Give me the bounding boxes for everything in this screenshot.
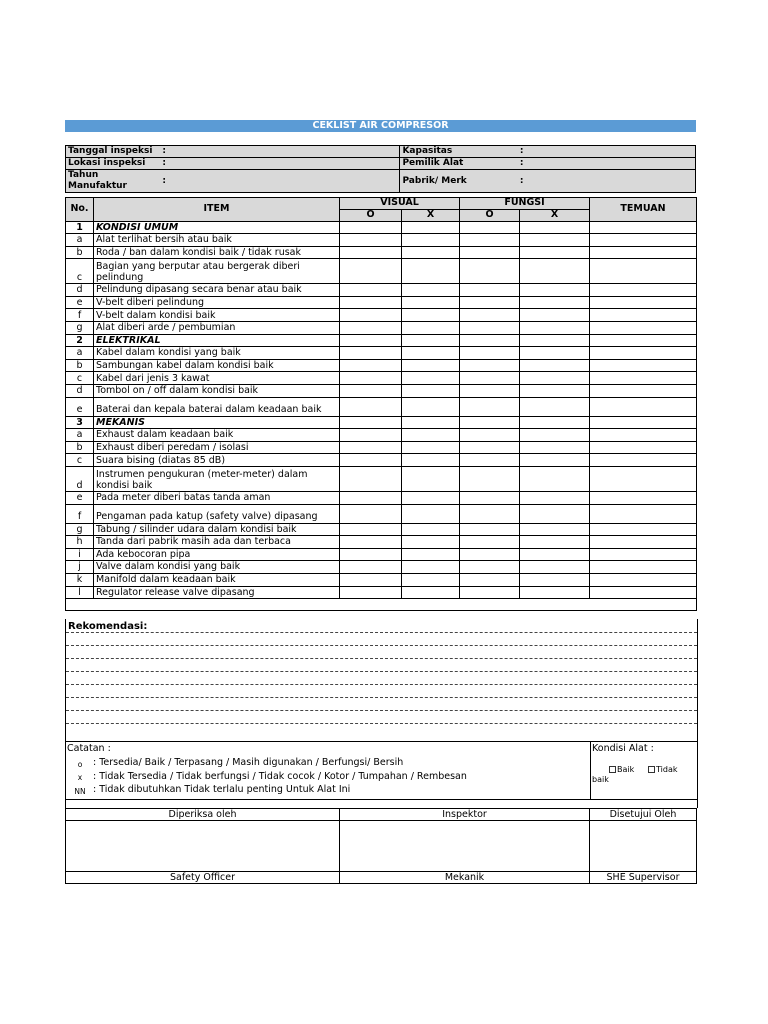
row-item: Pelindung dipasang secara benar atau baik	[94, 284, 340, 297]
row-number: 2	[66, 334, 94, 347]
row-item: Instrumen pengukuran (meter-meter) dalam kondisi baik	[94, 467, 340, 492]
kondisi-baik2-label: baik	[592, 775, 609, 784]
visual-o-cell[interactable]	[340, 372, 402, 385]
temuan-cell[interactable]	[590, 454, 697, 467]
row-number: e	[66, 492, 94, 505]
temuan-cell[interactable]	[590, 397, 697, 416]
info-label: Kapasitas	[400, 146, 518, 158]
visual-x-cell[interactable]	[402, 372, 460, 385]
visual-x-cell[interactable]	[402, 441, 460, 454]
temuan-cell[interactable]	[590, 284, 697, 297]
divider	[590, 742, 591, 799]
info-label: Pemilik Alat	[400, 158, 518, 170]
checklist-table	[65, 197, 697, 611]
row-item: Sambungan kabel dalam kondisi baik	[94, 359, 340, 372]
visual-x-cell[interactable]	[402, 536, 460, 549]
fungsi-o-cell[interactable]	[460, 359, 520, 372]
section-row	[66, 416, 697, 429]
fungsi-o-cell	[460, 221, 520, 234]
row-item: Exhaust diberi peredam / isolasi	[94, 441, 340, 454]
rekomendasi-line[interactable]	[66, 632, 697, 633]
catatan-title: Catatan :	[67, 743, 111, 754]
info-label: Lokasi inspeksi	[66, 158, 161, 170]
row-number: d	[66, 284, 94, 297]
row-item: Tabung / silinder udara dalam kondisi baik	[94, 523, 340, 536]
header-fungsi-x: X	[520, 210, 590, 222]
header-fungsi: FUNGSI	[460, 198, 590, 210]
checklist-row	[66, 385, 697, 398]
visual-o-cell[interactable]	[340, 523, 402, 536]
header-visual: VISUAL	[340, 198, 460, 210]
header-visual-o: O	[340, 210, 402, 222]
header-fungsi-o: O	[460, 210, 520, 222]
fungsi-x-cell[interactable]	[520, 385, 590, 398]
info-label: Pabrik/ Merk	[400, 170, 518, 193]
fungsi-x-cell[interactable]	[520, 561, 590, 574]
visual-o-cell	[340, 416, 402, 429]
temuan-cell[interactable]	[590, 359, 697, 372]
row-item: Regulator release valve dipasang	[94, 586, 340, 599]
temuan-cell[interactable]	[590, 492, 697, 505]
visual-o-cell[interactable]	[340, 492, 402, 505]
row-item: Valve dalam kondisi yang baik	[94, 561, 340, 574]
kondisi-title: Kondisi Alat :	[592, 743, 654, 754]
header-item: ITEM	[94, 198, 340, 222]
checklist-row	[66, 372, 697, 385]
row-item: Bagian yang berputar atau bergerak diberi pelindung	[94, 259, 340, 284]
visual-o-cell[interactable]	[340, 234, 402, 247]
temuan-cell[interactable]	[590, 441, 697, 454]
sign-role: Inspektor	[340, 809, 590, 821]
section-row	[66, 334, 697, 347]
visual-x-cell	[402, 221, 460, 234]
fungsi-o-cell[interactable]	[460, 309, 520, 322]
row-number: b	[66, 359, 94, 372]
fungsi-x-cell[interactable]	[520, 234, 590, 247]
checklist-row	[66, 234, 697, 247]
row-item: V-belt dalam kondisi baik	[94, 309, 340, 322]
row-number: b	[66, 246, 94, 259]
section-title: KONDISI UMUM	[94, 221, 340, 234]
temuan-cell[interactable]	[590, 234, 697, 247]
checklist-row	[66, 586, 697, 599]
fungsi-o-cell[interactable]	[460, 536, 520, 549]
row-item: Kabel dalam kondisi yang baik	[94, 347, 340, 360]
section-title: ELEKTRIKAL	[94, 334, 340, 347]
fungsi-x-cell[interactable]	[520, 548, 590, 561]
info-value-field[interactable]: :	[518, 170, 696, 193]
rekomendasi-line[interactable]	[66, 645, 697, 646]
temuan-cell[interactable]	[590, 561, 697, 574]
fungsi-o-cell[interactable]	[460, 296, 520, 309]
fungsi-x-cell	[520, 416, 590, 429]
temuan-cell[interactable]	[590, 548, 697, 561]
fungsi-o-cell[interactable]	[460, 372, 520, 385]
checklist-row	[66, 548, 697, 561]
temuan-cell[interactable]	[590, 429, 697, 442]
temuan-cell[interactable]	[590, 467, 697, 492]
spacer	[65, 798, 698, 808]
info-value-field[interactable]: :	[160, 170, 400, 193]
info-row	[66, 146, 696, 158]
visual-o-cell[interactable]	[340, 536, 402, 549]
checklist-row	[66, 467, 697, 492]
checklist-row	[66, 454, 697, 467]
visual-o-cell[interactable]	[340, 561, 402, 574]
checklist-row	[66, 397, 697, 416]
visual-x-cell[interactable]	[402, 397, 460, 416]
fungsi-o-cell	[460, 334, 520, 347]
row-number: b	[66, 441, 94, 454]
checklist-row	[66, 536, 697, 549]
fungsi-x-cell[interactable]	[520, 309, 590, 322]
fungsi-o-cell[interactable]	[460, 347, 520, 360]
visual-x-cell[interactable]	[402, 359, 460, 372]
kondisi-tidak-label: Tidak	[656, 765, 678, 774]
visual-x-cell[interactable]	[402, 309, 460, 322]
row-number: e	[66, 296, 94, 309]
checkbox-icon[interactable]	[609, 766, 616, 773]
checklist-row	[66, 347, 697, 360]
blank-cell	[94, 599, 340, 611]
rekomendasi-line[interactable]	[66, 723, 697, 724]
checklist-row	[66, 284, 697, 297]
visual-x-cell	[402, 334, 460, 347]
rekomendasi-label: Rekomendasi:	[68, 621, 148, 632]
fungsi-o-cell[interactable]	[460, 467, 520, 492]
temuan-cell[interactable]	[590, 504, 697, 523]
visual-o-cell[interactable]	[340, 441, 402, 454]
visual-x-cell[interactable]	[402, 504, 460, 523]
row-number: l	[66, 586, 94, 599]
visual-x-cell[interactable]	[402, 429, 460, 442]
fungsi-o-cell[interactable]	[460, 385, 520, 398]
checkbox-icon[interactable]	[648, 766, 655, 773]
row-number: a	[66, 234, 94, 247]
info-value-field[interactable]: :	[518, 158, 696, 170]
visual-o-cell[interactable]	[340, 309, 402, 322]
blank-row	[66, 599, 697, 611]
sign-name: Mekanik	[340, 872, 590, 884]
header-temuan: TEMUAN	[590, 198, 697, 222]
info-value-field[interactable]: :	[160, 146, 400, 158]
fungsi-x-cell[interactable]	[520, 259, 590, 284]
checklist-row	[66, 359, 697, 372]
visual-o-cell[interactable]	[340, 296, 402, 309]
fungsi-x-cell[interactable]	[520, 246, 590, 259]
row-item: Alat diberi arde / pembumian	[94, 322, 340, 335]
rekomendasi-line[interactable]	[66, 710, 697, 711]
fungsi-o-cell[interactable]	[460, 454, 520, 467]
legend-symbol: o	[77, 760, 83, 769]
info-value-field[interactable]: :	[518, 146, 696, 158]
fungsi-x-cell[interactable]	[520, 536, 590, 549]
fungsi-o-cell[interactable]	[460, 259, 520, 284]
row-item: V-belt diberi pelindung	[94, 296, 340, 309]
visual-x-cell	[402, 416, 460, 429]
temuan-cell[interactable]	[590, 246, 697, 259]
temuan-cell	[590, 221, 697, 234]
blank-cell	[66, 599, 94, 611]
row-number: d	[66, 467, 94, 492]
fungsi-x-cell[interactable]	[520, 504, 590, 523]
sign-role: Disetujui Oleh	[590, 809, 697, 821]
rekomendasi-line[interactable]	[66, 671, 697, 672]
row-item: Tombol on / off dalam kondisi baik	[94, 385, 340, 398]
signature-box[interactable]	[590, 821, 697, 872]
temuan-cell[interactable]	[590, 322, 697, 335]
visual-x-cell[interactable]	[402, 322, 460, 335]
fungsi-x-cell[interactable]	[520, 359, 590, 372]
fungsi-o-cell[interactable]	[460, 573, 520, 586]
fungsi-x-cell[interactable]	[520, 467, 590, 492]
fungsi-o-cell[interactable]	[460, 561, 520, 574]
visual-x-cell[interactable]	[402, 246, 460, 259]
sign-role: Diperiksa oleh	[66, 809, 340, 821]
fungsi-o-cell[interactable]	[460, 322, 520, 335]
blank-cell	[460, 599, 520, 611]
row-item: Exhaust dalam keadaan baik	[94, 429, 340, 442]
visual-o-cell	[340, 334, 402, 347]
info-header	[65, 145, 696, 193]
fungsi-o-cell[interactable]	[460, 548, 520, 561]
visual-o-cell[interactable]	[340, 586, 402, 599]
checklist-row	[66, 573, 697, 586]
visual-o-cell[interactable]	[340, 454, 402, 467]
row-number: d	[66, 385, 94, 398]
kondisi-baik-label: Baik	[617, 765, 635, 774]
legend-text: : Tidak dibutuhkan Tidak terlalu penting Untuk Alat Ini	[93, 784, 351, 795]
visual-o-cell[interactable]	[340, 385, 402, 398]
row-item: Kabel dari jenis 3 kawat	[94, 372, 340, 385]
row-item: Roda / ban dalam kondisi baik / tidak rusak	[94, 246, 340, 259]
visual-o-cell[interactable]	[340, 504, 402, 523]
rekomendasi-line[interactable]	[66, 697, 697, 698]
checklist-row	[66, 523, 697, 536]
row-number: g	[66, 523, 94, 536]
row-number: 1	[66, 221, 94, 234]
form-title: CEKLIST AIR COMPRESOR	[65, 120, 696, 132]
info-label: Tahun Manufaktur	[66, 170, 161, 193]
fungsi-o-cell[interactable]	[460, 504, 520, 523]
fungsi-x-cell[interactable]	[520, 573, 590, 586]
fungsi-o-cell[interactable]	[460, 441, 520, 454]
row-number: a	[66, 429, 94, 442]
temuan-cell[interactable]	[590, 385, 697, 398]
checklist-row	[66, 561, 697, 574]
fungsi-o-cell[interactable]	[460, 234, 520, 247]
visual-x-cell[interactable]	[402, 296, 460, 309]
temuan-cell[interactable]	[590, 347, 697, 360]
fungsi-o-cell[interactable]	[460, 429, 520, 442]
temuan-cell[interactable]	[590, 309, 697, 322]
header-no: No.	[66, 198, 94, 222]
visual-x-cell[interactable]	[402, 234, 460, 247]
row-number: f	[66, 504, 94, 523]
visual-x-cell[interactable]	[402, 586, 460, 599]
blank-cell	[402, 599, 460, 611]
row-number: g	[66, 322, 94, 335]
checklist-row	[66, 441, 697, 454]
fungsi-o-cell[interactable]	[460, 397, 520, 416]
visual-o-cell[interactable]	[340, 359, 402, 372]
row-number: c	[66, 454, 94, 467]
blank-cell	[340, 599, 402, 611]
row-item: Ada kebocoran pipa	[94, 548, 340, 561]
row-number: h	[66, 536, 94, 549]
signature-table	[65, 808, 697, 884]
visual-o-cell	[340, 221, 402, 234]
temuan-cell[interactable]	[590, 372, 697, 385]
fungsi-x-cell[interactable]	[520, 492, 590, 505]
checklist-row	[66, 429, 697, 442]
temuan-cell[interactable]	[590, 296, 697, 309]
fungsi-x-cell[interactable]	[520, 284, 590, 297]
fungsi-x-cell[interactable]	[520, 454, 590, 467]
visual-x-cell[interactable]	[402, 548, 460, 561]
temuan-cell[interactable]	[590, 586, 697, 599]
fungsi-x-cell[interactable]	[520, 429, 590, 442]
visual-o-cell[interactable]	[340, 397, 402, 416]
row-number: i	[66, 548, 94, 561]
row-item: Alat terlihat bersih atau baik	[94, 234, 340, 247]
checklist-row	[66, 309, 697, 322]
row-number: e	[66, 397, 94, 416]
kondisi-tidak-option[interactable]	[648, 765, 677, 774]
sign-name: Safety Officer	[66, 872, 340, 884]
fungsi-o-cell[interactable]	[460, 586, 520, 599]
fungsi-x-cell[interactable]	[520, 322, 590, 335]
legend-symbol: x	[77, 773, 83, 782]
visual-o-cell[interactable]	[340, 467, 402, 492]
row-number: f	[66, 309, 94, 322]
info-row	[66, 170, 696, 193]
checklist-row	[66, 296, 697, 309]
checklist-row	[66, 322, 697, 335]
info-label: Tanggal inspeksi	[66, 146, 161, 158]
fungsi-x-cell[interactable]	[520, 347, 590, 360]
visual-x-cell[interactable]	[402, 492, 460, 505]
catatan-section	[65, 741, 698, 800]
row-number: j	[66, 561, 94, 574]
rekomendasi-section	[65, 619, 698, 741]
visual-o-cell[interactable]	[340, 548, 402, 561]
legend-text: : Tersedia/ Baik / Terpasang / Masih digunakan / Berfungsi/ Bersih	[93, 757, 404, 768]
visual-x-cell[interactable]	[402, 454, 460, 467]
row-item: Pengaman pada katup (safety valve) dipasang	[94, 504, 340, 523]
legend-symbol: NN	[74, 787, 86, 796]
checklist-row	[66, 246, 697, 259]
visual-x-cell[interactable]	[402, 523, 460, 536]
fungsi-x-cell[interactable]	[520, 441, 590, 454]
visual-o-cell[interactable]	[340, 429, 402, 442]
fungsi-x-cell[interactable]	[520, 397, 590, 416]
info-value-field[interactable]: :	[160, 158, 400, 170]
row-item: Manifold dalam keadaan baik	[94, 573, 340, 586]
row-item: Suara bising (diatas 85 dB)	[94, 454, 340, 467]
checklist-row	[66, 504, 697, 523]
signature-box[interactable]	[340, 821, 590, 872]
fungsi-x-cell[interactable]	[520, 372, 590, 385]
section-row	[66, 221, 697, 234]
temuan-cell	[590, 334, 697, 347]
legend-text: : Tidak Tersedia / Tidak berfungsi / Tidak cocok / Kotor / Tumpahan / Rembesan	[93, 771, 467, 782]
sign-name: SHE Supervisor	[590, 872, 697, 884]
section-title: MEKANIS	[94, 416, 340, 429]
row-number: k	[66, 573, 94, 586]
row-number: 3	[66, 416, 94, 429]
visual-x-cell[interactable]	[402, 284, 460, 297]
temuan-cell[interactable]	[590, 573, 697, 586]
row-item: Tanda dari pabrik masih ada dan terbaca	[94, 536, 340, 549]
info-row	[66, 158, 696, 170]
temuan-cell[interactable]	[590, 523, 697, 536]
blank-cell	[590, 599, 697, 611]
blank-cell	[520, 599, 590, 611]
checklist-row	[66, 492, 697, 505]
fungsi-x-cell	[520, 334, 590, 347]
fungsi-x-cell[interactable]	[520, 586, 590, 599]
visual-x-cell[interactable]	[402, 561, 460, 574]
temuan-cell[interactable]	[590, 536, 697, 549]
visual-o-cell[interactable]	[340, 259, 402, 284]
fungsi-o-cell[interactable]	[460, 284, 520, 297]
visual-o-cell[interactable]	[340, 284, 402, 297]
row-number: a	[66, 347, 94, 360]
visual-x-cell[interactable]	[402, 259, 460, 284]
fungsi-x-cell[interactable]	[520, 296, 590, 309]
checklist-row	[66, 259, 697, 284]
visual-o-cell[interactable]	[340, 246, 402, 259]
temuan-cell[interactable]	[590, 259, 697, 284]
rekomendasi-line[interactable]	[66, 658, 697, 659]
visual-x-cell[interactable]	[402, 347, 460, 360]
row-number: c	[66, 259, 94, 284]
visual-o-cell[interactable]	[340, 322, 402, 335]
header-visual-x: X	[402, 210, 460, 222]
fungsi-o-cell[interactable]	[460, 492, 520, 505]
temuan-cell	[590, 416, 697, 429]
signature-box[interactable]	[66, 821, 340, 872]
visual-o-cell[interactable]	[340, 573, 402, 586]
fungsi-o-cell[interactable]	[460, 523, 520, 536]
kondisi-baik-option[interactable]	[609, 765, 634, 774]
row-item: Pada meter diberi batas tanda aman	[94, 492, 340, 505]
row-number: c	[66, 372, 94, 385]
visual-x-cell[interactable]	[402, 385, 460, 398]
fungsi-o-cell[interactable]	[460, 246, 520, 259]
visual-o-cell[interactable]	[340, 347, 402, 360]
rekomendasi-line[interactable]	[66, 684, 697, 685]
row-item: Baterai dan kepala baterai dalam keadaan baik	[94, 397, 340, 416]
fungsi-x-cell	[520, 221, 590, 234]
fungsi-x-cell[interactable]	[520, 523, 590, 536]
visual-x-cell[interactable]	[402, 467, 460, 492]
visual-x-cell[interactable]	[402, 573, 460, 586]
fungsi-o-cell	[460, 416, 520, 429]
